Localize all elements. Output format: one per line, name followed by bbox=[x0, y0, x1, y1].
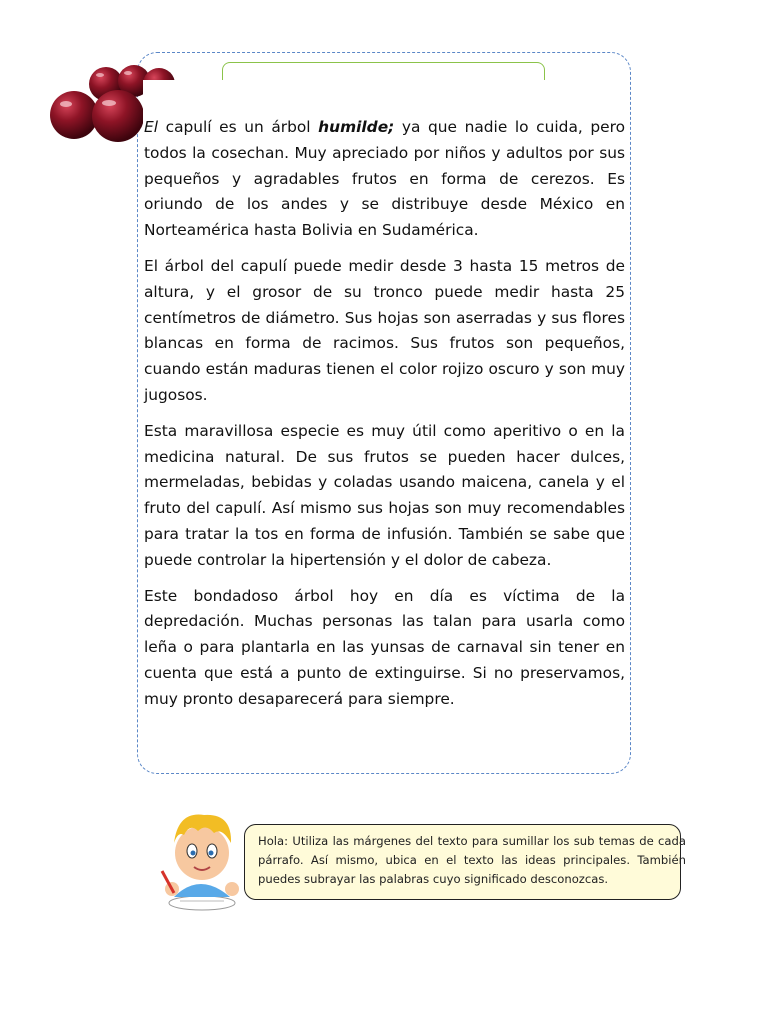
tip-text: Hola: Utiliza las márgenes del texto para sumillar los sub temas de cada párrafo. Así mismo, ubica en el texto las ideas principales. También puedes subrayar las palabras cuyo significado desconozcas. bbox=[258, 834, 686, 886]
paragraph-2: El árbol del capulí puede medir desde 3 hasta 15 metros de altura, y el grosor de su tronco puede medir hasta 25 centímetros de diámetro. Sus hojas son aserradas y sus flores blancas en forma de racimos. Sus frutos son pequeños, cuando están maduras tienen el color rojizo oscuro y son muy jugosos. bbox=[144, 256, 625, 404]
paragraph-4: Este bondadoso árbol hoy en día es víctima de la depredación. Muchas personas las talan para usarla como leña o para plantarla en las yunsas de carnaval sin tener en cuenta que está a punto de extinguirse. Si no preservamos, muy pronto desaparecerá para siempre. bbox=[144, 586, 625, 708]
reading-text bbox=[144, 115, 625, 723]
paragraph-1-rest: ya que nadie lo cuida, pero todos la cosechan. Muy apreciado por niños y adultos por sus pequeños y agradables frutos en forma de cerezos. Es oriundo de los andes y se distribuye desde México en Norteamérica hasta Bolivia en Sudamérica. bbox=[144, 118, 625, 240]
paragraph-1 bbox=[144, 115, 625, 244]
title-box bbox=[222, 62, 545, 80]
paragraph-3: Esta maravillosa especie es muy útil como aperitivo o en la medicina natural. De sus frutos se pueden hacer dulces, mermeladas, bebidas y coladas usando maicena, canela y el fruto del capulí. Así mismo sus hojas son muy recomendables para tratar la tos en forma de infusión. También se sabe que puede controlar la hipertensión y el dolor de cabeza. bbox=[144, 421, 625, 569]
boy-writing-illustration bbox=[152, 805, 247, 913]
emphasized-word: humilde; bbox=[318, 118, 395, 136]
paragraph-1-start: capulí es un árbol bbox=[158, 118, 319, 136]
lead-word: El bbox=[144, 118, 159, 136]
